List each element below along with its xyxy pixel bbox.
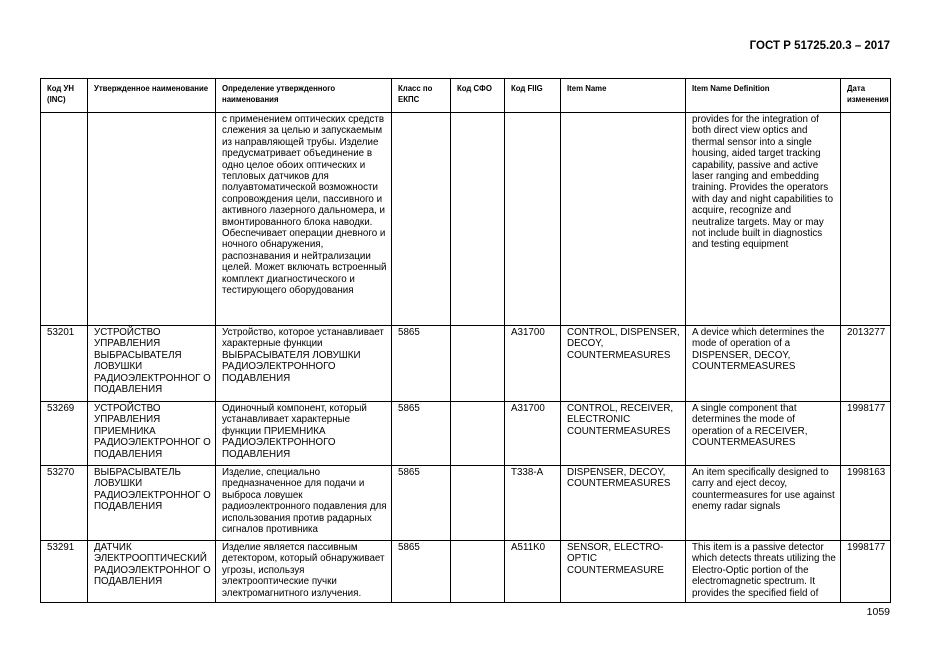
cell-name-ru: ДАТЧИК ЭЛЕКТРООПТИЧЕСКИЙ РАДИОЭЛЕКТРОННОГ О ПОДАВЛЕНИЯ (88, 541, 216, 603)
cell-inc (41, 113, 88, 326)
table-row (41, 326, 891, 402)
table-row (41, 466, 891, 541)
cell-def-ru: Изделие, специально предназначенное для подачи и выброса ловушек радиоэлектронного подавления для использования против радарных сигналов противника (216, 466, 392, 541)
table-row (41, 541, 891, 603)
cell-sfo (451, 466, 505, 541)
cell-inc: 53201 (41, 326, 88, 402)
cell-date: 1998163 (841, 466, 891, 541)
cell-class: 5865 (392, 541, 451, 603)
col-header-class: Класс по ЕКПС (392, 79, 451, 113)
cell-fiig: T338-A (505, 466, 561, 541)
catalog-table (40, 78, 891, 603)
cell-item-name: CONTROL, DISPENSER, DECOY, COUNTERMEASURES (561, 326, 686, 402)
table-row (41, 402, 891, 466)
cell-def-ru: с применением оптических средств слежения за целью и запускаемым из направляющей трубы. Изделие предусматривает объединение в одно целое обоих оптических и тепловых датчиков для полуавтоматической возможности сопровождения цели, пассивного и активного лазерного дальномера, и вмонтированного блока наводки. Обеспечивает операции дневного и ночного обнаружения, распознавания и нейтрализации целей. Может включать встроенный комплект диагностического и тестирующего оборудования (216, 113, 392, 326)
cell-name-ru: УСТРОЙСТВО УПРАВЛЕНИЯ ВЫБРАСЫВАТЕЛЯ ЛОВУШКИ РАДИОЭЛЕКТРОННОГ О ПОДАВЛЕНИЯ (88, 326, 216, 402)
cell-fiig: A31700 (505, 402, 561, 466)
cell-class: 5865 (392, 402, 451, 466)
cell-fiig: A511K0 (505, 541, 561, 603)
cell-item-def: This item is a passive detector which detects threats utilizing the Electro-Optic portion of the electromagnetic spectrum. It provides the specified field of (686, 541, 841, 603)
cell-fiig: A31700 (505, 326, 561, 402)
cell-sfo (451, 113, 505, 326)
cell-sfo (451, 402, 505, 466)
cell-def-ru: Изделие является пассивным детектором, который обнаруживает угрозы, используя электрооптические пучки электромагнитного излучения. (216, 541, 392, 603)
cell-fiig (505, 113, 561, 326)
col-header-inc: Код УН (INC) (41, 79, 88, 113)
cell-class: 5865 (392, 466, 451, 541)
cell-item-def: A single component that determines the mode of operation of a RECEIVER, COUNTERMEASURES (686, 402, 841, 466)
cell-class (392, 113, 451, 326)
cell-sfo (451, 326, 505, 402)
cell-item-name: DISPENSER, DECOY, COUNTERMEASURES (561, 466, 686, 541)
cell-date: 1998177 (841, 541, 891, 603)
cell-def-ru: Одиночный компонент, который устанавливает характерные функции ПРИЕМНИКА РАДИОЭЛЕКТРОННОГО ПОДАВЛЕНИЯ (216, 402, 392, 466)
cell-item-name: SENSOR, ELECTRO-OPTIC COUNTERMEASURE (561, 541, 686, 603)
cell-item-def: An item specifically designed to carry and eject decoy, countermeasures for use against enemy radar signals (686, 466, 841, 541)
cell-inc: 53291 (41, 541, 88, 603)
cell-inc: 53269 (41, 402, 88, 466)
cell-item-def: provides for the integration of both direct view optics and thermal sensor into a single housing, aided target tracking capability, passive and active laser ranging and embedding training. Provides the operators with day and night capabilities to acquire, recognize and neutralize targets. May or may not include built in diagnostics and testing equipment (686, 113, 841, 326)
cell-item-def: A device which determines the mode of operation of a DISPENSER, DECOY, COUNTERMEASURES (686, 326, 841, 402)
cell-date (841, 113, 891, 326)
cell-def-ru: Устройство, которое устанавливает характерные функции ВЫБРАСЫВАТЕЛЯ ЛОВУШКИ РАДИОЭЛЕКТРОННОГО ПОДАВЛЕНИЯ (216, 326, 392, 402)
col-header-fiig: Код FIIG (505, 79, 561, 113)
page-number: 1059 (866, 606, 890, 618)
cell-item-name: CONTROL, RECEIVER, ELECTRONIC COUNTERMEASURES (561, 402, 686, 466)
col-header-item-def: Item Name Definition (686, 79, 841, 113)
cell-sfo (451, 541, 505, 603)
cell-name-ru: ВЫБРАСЫВАТЕЛЬ ЛОВУШКИ РАДИОЭЛЕКТРОННОГ О ПОДАВЛЕНИЯ (88, 466, 216, 541)
cell-class: 5865 (392, 326, 451, 402)
cell-inc: 53270 (41, 466, 88, 541)
document-code: ГОСТ Р 51725.20.3 – 2017 (749, 40, 890, 52)
col-header-name-ru: Утвержденное наименование (88, 79, 216, 113)
col-header-date: Дата изменения (841, 79, 891, 113)
cell-name-ru: УСТРОЙСТВО УПРАВЛЕНИЯ ПРИЕМНИКА РАДИОЭЛЕКТРОННОГ О ПОДАВЛЕНИЯ (88, 402, 216, 466)
cell-date: 2013277 (841, 326, 891, 402)
col-header-item-name: Item Name (561, 79, 686, 113)
cell-date: 1998177 (841, 402, 891, 466)
cell-name-ru (88, 113, 216, 326)
col-header-def-ru: Определение утвержденного наименования (216, 79, 392, 113)
table-row (41, 113, 891, 326)
table-header-row (41, 79, 891, 113)
col-header-sfo: Код СФО (451, 79, 505, 113)
cell-item-name (561, 113, 686, 326)
